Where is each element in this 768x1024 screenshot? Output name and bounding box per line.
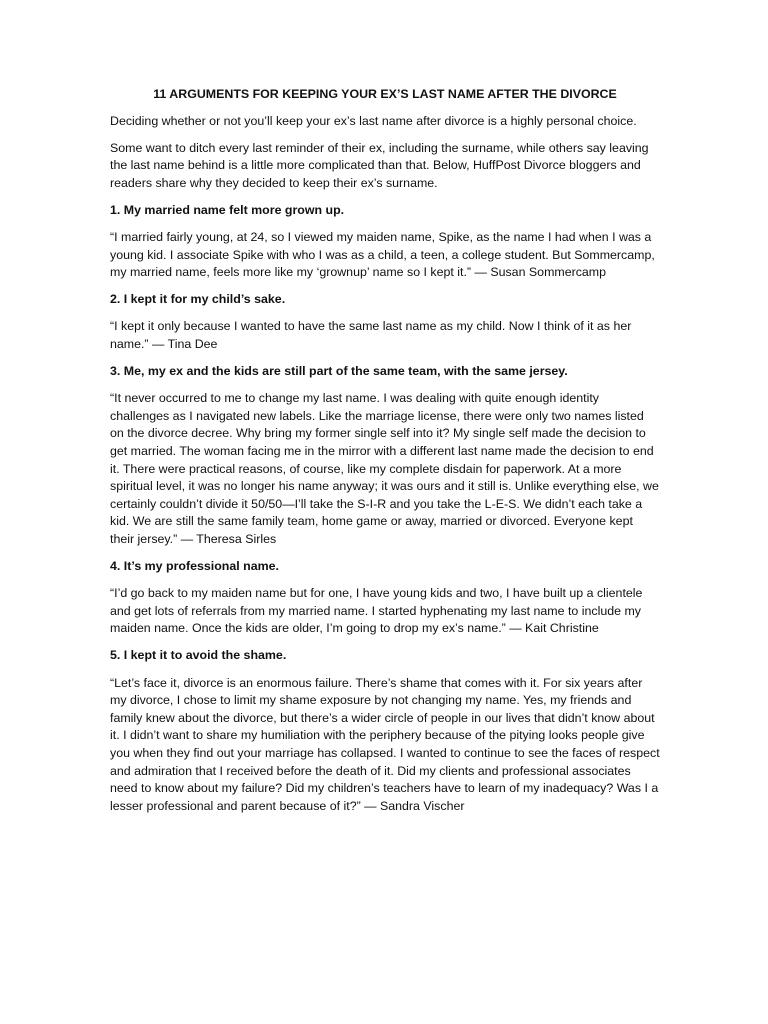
intro-paragraph: Some want to ditch every last reminder of their ex, including the surname, while others say leaving the last name behind is a little more complicated than that. Below, HuffPost Divorce bloggers and readers share why they decided to keep their ex’s surname. <box>110 140 649 190</box>
section-quote: “It never occurred to me to change my last name. I was dealing with quite enough identity challenges as I navigated new labels. Like the marriage license, there were only two names listed on the divorce decree. Why bring my former single self into it? My single self made the decision to get married. The woman facing me in the mirror with a different last name made the decision to end it. There were practical reasons, of course, like my complete disdain for paperwork. At a more spiritual level, it was no longer his name anyway; it was ours and it still is. Unlike everything else, we certainly couldn’t divide it 50/50—I’ll take the S-I-R and you take the L-E-S. We didn’t each take a kid. We are still the same family team, home game or away, married or divorced. Everyone kept their jersey.” — Theresa Sirles <box>110 391 659 546</box>
document-title: 11 ARGUMENTS FOR KEEPING YOUR EX’S LAST NAME AFTER THE DIVORCE <box>153 87 617 101</box>
section-quote: “I kept it only because I wanted to have the same last name as my child. Now I think of it as her name.” — Tina Dee <box>110 319 632 352</box>
section-heading: 1. My married name felt more grown up. <box>110 202 345 217</box>
section-heading: 3. Me, my ex and the kids are still part of the same team, with the same jersey. <box>110 364 568 379</box>
intro-paragraph: Deciding whether or not you’ll keep your ex’s last name after divorce is a highly personal choice. <box>110 113 637 128</box>
section-quote: “I married fairly young, at 24, so I viewed my maiden name, Spike, as the name I had when I was a young kid. I associate Spike with who I was as a child, a teen, a college student. But Sommercamp, my married name, feels more like my ‘grownup’ name so I kept it.” — Susan Sommercamp <box>110 230 655 280</box>
section-quote: “Let’s face it, divorce is an enormous failure. There’s shame that comes with it. For six years after my divorce, I chose to limit my shame exposure by not changing my name. Yes, my friends and family knew about the divorce, but there’s a wider circle of people in our lives that didn’t know about it. I didn’t want to share my humiliation with the periphery because of the pitying looks people give you when they find out your marriage has collapsed. I wanted to continue to see the faces of respect and admiration that I received before the death of it. Did my clients and professional associates need to know about my failure? Did my children’s teachers have to learn of my inadequacy? Was I a lesser professional and parent because of it?” — Sandra Vischer <box>110 675 660 813</box>
section-heading: 5. I kept it to avoid the shame. <box>110 648 287 663</box>
section-heading: 2. I kept it for my child’s sake. <box>110 292 286 307</box>
section-quote: “I’d go back to my maiden name but for one, I have young kids and two, I have built up a clientele and get lots of referrals from my married name. I started hyphenating my last name to include my maiden name. Once the kids are older, I’m going to drop my ex’s name.” — Kait Christine <box>110 586 643 636</box>
section-heading: 4. It’s my professional name. <box>110 559 279 574</box>
